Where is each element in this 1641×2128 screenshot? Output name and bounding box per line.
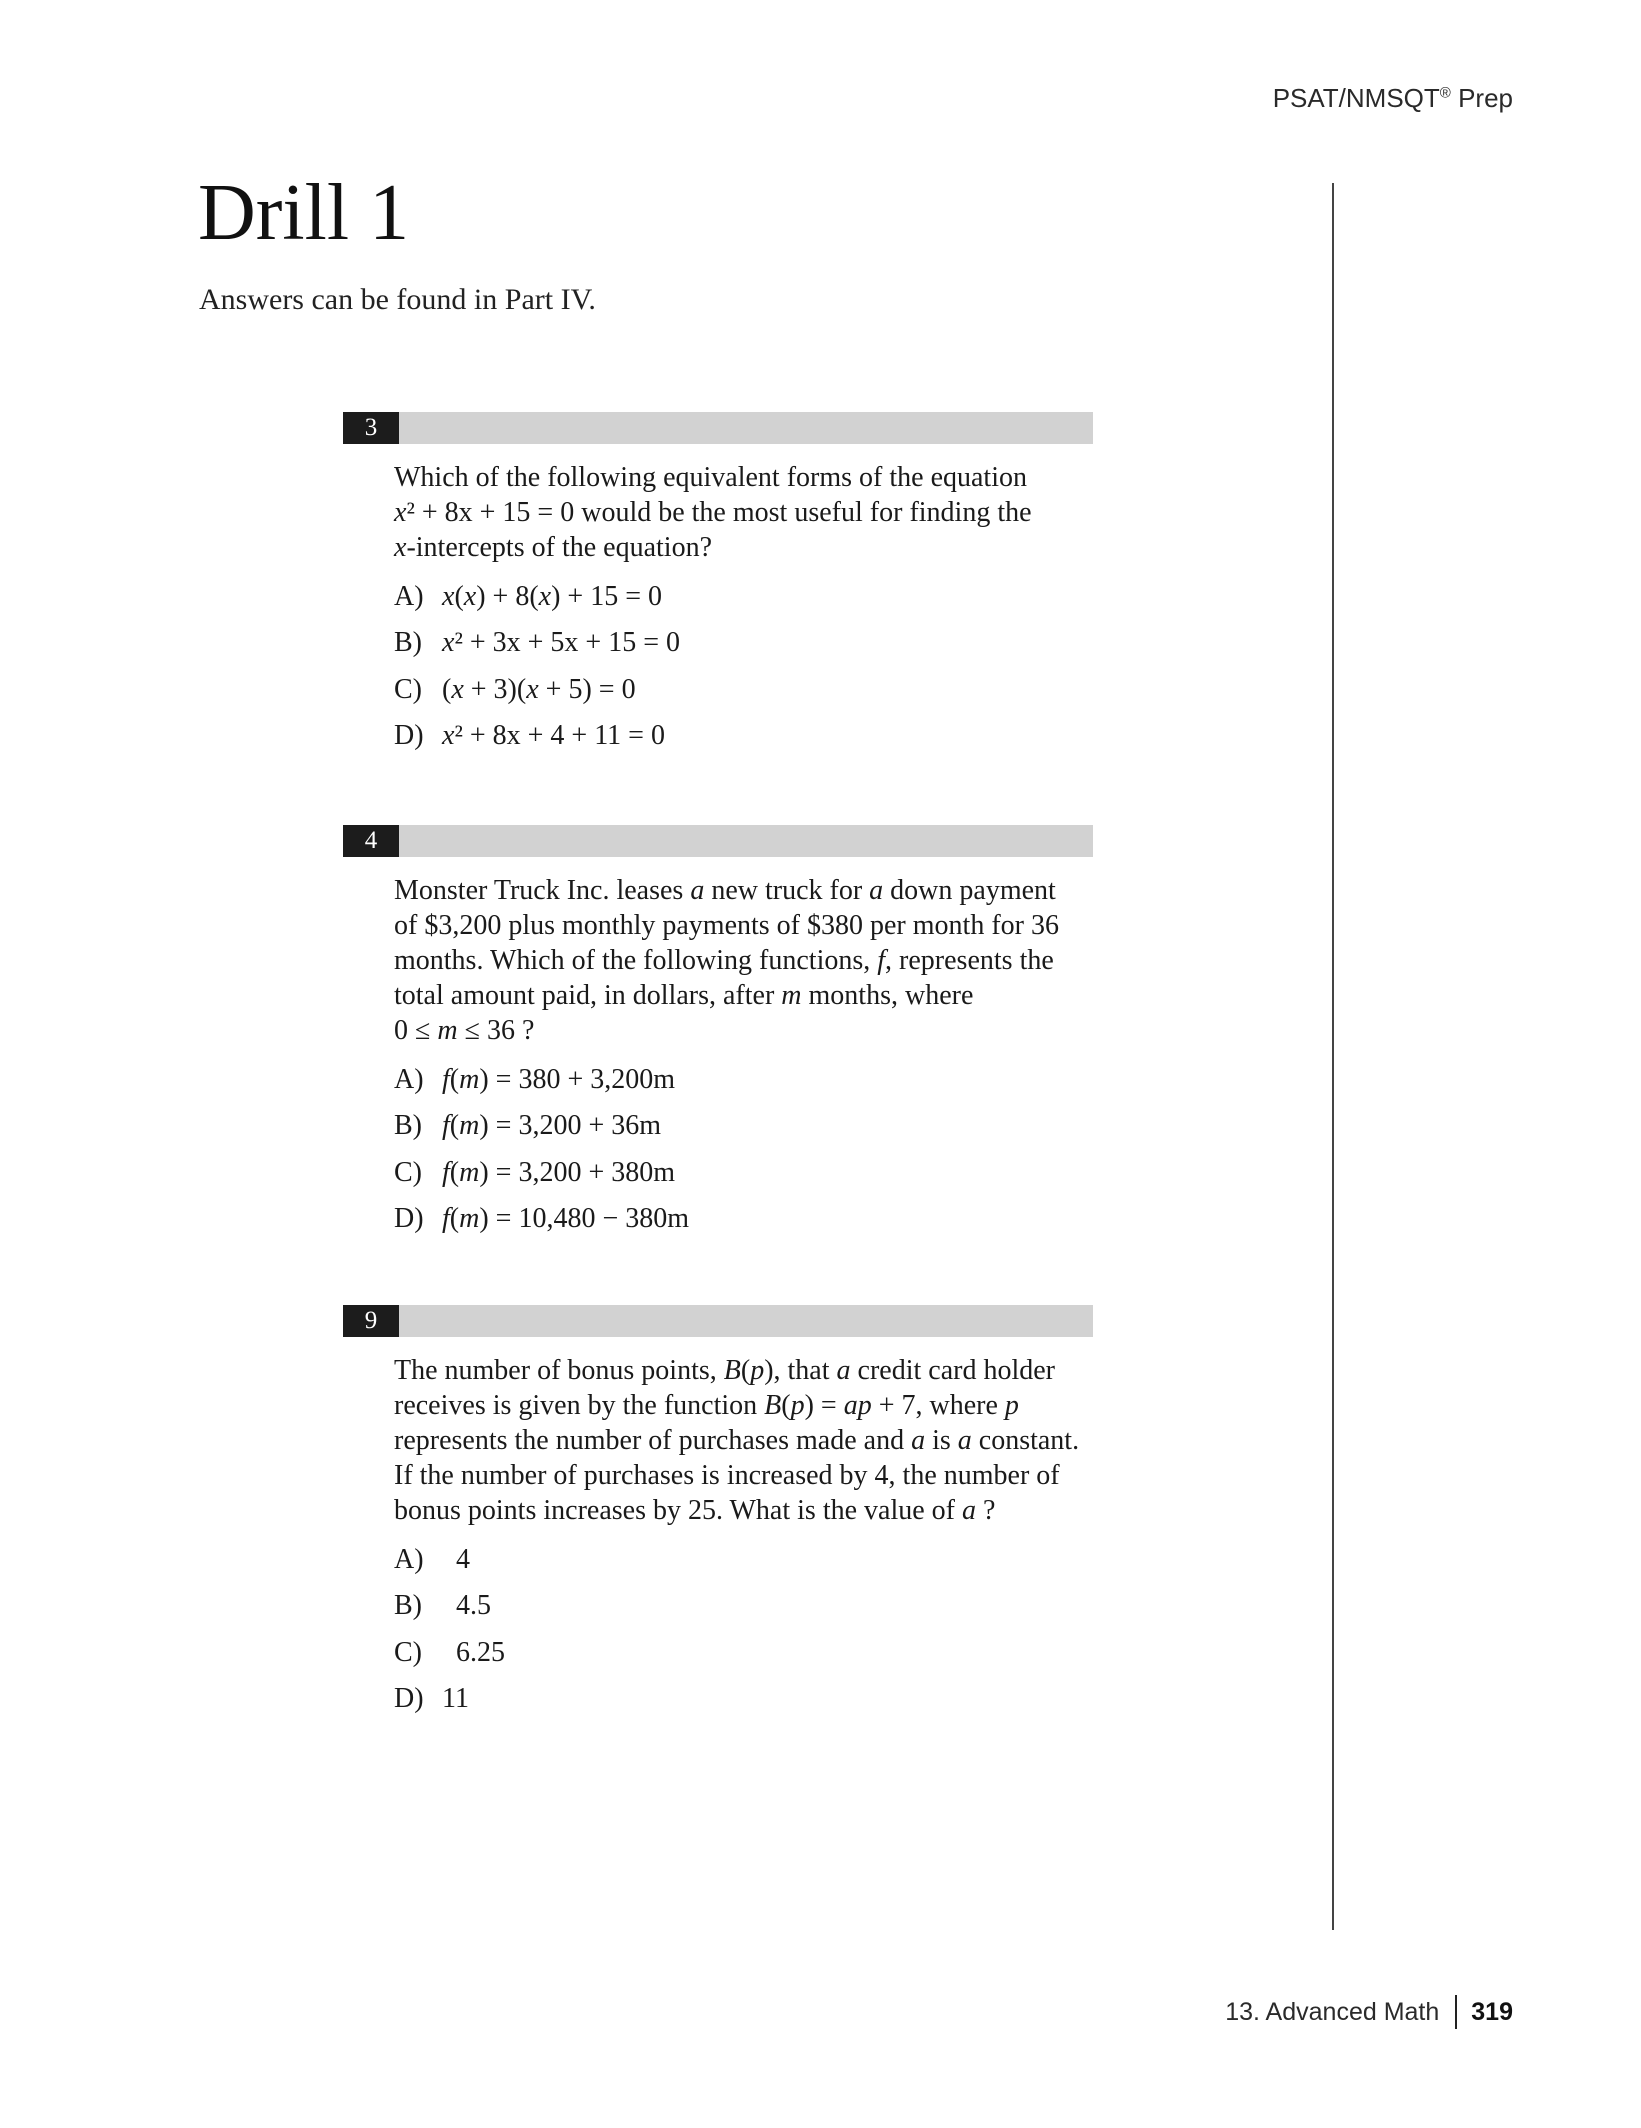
- question-bar: [343, 825, 1093, 857]
- stem-line: total amount paid, in dollars, after m months, where: [394, 980, 974, 1011]
- stem-line: of $3,200 plus monthly payments of $380 per month for 36: [394, 910, 1059, 941]
- choice-letter: A): [394, 580, 424, 612]
- choice-letter: A): [394, 1063, 424, 1095]
- choice-letter: D): [394, 1683, 424, 1715]
- choice-text: 6.25: [456, 1636, 505, 1668]
- drill-title: Drill 1: [198, 169, 410, 257]
- choice-text: 4.5: [456, 1590, 491, 1622]
- footer-divider: [1455, 1995, 1457, 2029]
- question-body: [394, 873, 1109, 1242]
- answer-choices: [394, 1536, 1109, 1722]
- question-number: 9: [343, 1305, 399, 1337]
- choice-text: x² + 3x + 5x + 15 = 0: [442, 627, 680, 659]
- choice-text: (x + 3)(x + 5) = 0: [442, 673, 636, 705]
- answer-choices: [394, 1056, 1109, 1242]
- choice-letter: B): [394, 627, 422, 659]
- choice-text: f(m) = 10,480 − 380m: [442, 1203, 690, 1235]
- stem-line: Monster Truck Inc. leases a new truck for a down payment: [394, 875, 1056, 906]
- stem-line: months. Which of the following functions, f, represents the: [394, 945, 1054, 976]
- choice-letter: B): [394, 1590, 422, 1622]
- stem-line: x-intercepts of the equation?: [394, 532, 713, 563]
- page-footer: [1225, 1995, 1513, 2029]
- choice-letter: C): [394, 1636, 422, 1668]
- running-header: [1273, 83, 1513, 114]
- answer-choice-b[interactable]: [394, 620, 1109, 667]
- answer-choice-c[interactable]: [394, 666, 1109, 713]
- choice-text: f(m) = 3,200 + 380m: [442, 1156, 676, 1188]
- question-stem: [394, 460, 1109, 565]
- question-3: [343, 412, 1093, 759]
- margin-divider: [1332, 183, 1334, 1930]
- question-number: 3: [343, 412, 399, 444]
- stem-line: x² + 8x + 15 = 0 would be the most useful for finding the: [394, 497, 1032, 528]
- choice-letter: C): [394, 673, 422, 705]
- drill-subtitle: Answers can be found in Part IV.: [199, 283, 596, 316]
- choice-text: f(m) = 380 + 3,200m: [442, 1063, 676, 1095]
- stem-line: 0 ≤ m ≤ 36 ?: [394, 1015, 535, 1046]
- question-body: [394, 1353, 1109, 1722]
- answer-choice-d[interactable]: [394, 713, 1109, 760]
- choice-text: f(m) = 3,200 + 36m: [442, 1110, 662, 1142]
- registered-mark: ®: [1439, 84, 1451, 102]
- answer-choice-d[interactable]: [394, 1196, 1109, 1243]
- choice-letter: C): [394, 1156, 422, 1188]
- page-number: 319: [1471, 1997, 1513, 2026]
- stem-line: receives is given by the function B(p) = ap + 7, where p: [394, 1390, 1019, 1421]
- answer-choice-c[interactable]: [394, 1149, 1109, 1196]
- answer-choice-c[interactable]: [394, 1629, 1109, 1676]
- choice-letter: A): [394, 1543, 424, 1575]
- choice-letter: D): [394, 720, 424, 752]
- choice-text: x(x) + 8(x) + 15 = 0: [442, 580, 662, 612]
- question-number: 4: [343, 825, 399, 857]
- answer-choice-a[interactable]: [394, 1536, 1109, 1583]
- choice-text: 4: [456, 1543, 470, 1575]
- question-body: [394, 460, 1109, 759]
- question-bar: [343, 412, 1093, 444]
- choice-text: x² + 8x + 4 + 11 = 0: [442, 720, 665, 752]
- stem-line: Which of the following equivalent forms of the equation: [394, 462, 1027, 493]
- running-title-suffix: Prep: [1450, 83, 1513, 113]
- stem-line: represents the number of purchases made and a is a constant.: [394, 1425, 1080, 1456]
- choice-text: 11: [442, 1683, 469, 1715]
- answer-choice-a[interactable]: [394, 1056, 1109, 1103]
- answer-choices: [394, 573, 1109, 759]
- question-9: [343, 1305, 1093, 1722]
- question-stem: [394, 1353, 1109, 1528]
- question-4: [343, 825, 1093, 1242]
- question-stem: [394, 873, 1109, 1048]
- stem-line: bonus points increases by 25. What is the value of a ?: [394, 1495, 996, 1526]
- choice-letter: D): [394, 1203, 424, 1235]
- answer-choice-b[interactable]: [394, 1103, 1109, 1150]
- answer-choice-a[interactable]: [394, 573, 1109, 620]
- running-title: PSAT/NMSQT: [1272, 83, 1440, 113]
- stem-line: The number of bonus points, B(p), that a credit card holder: [394, 1355, 1055, 1386]
- answer-choice-d[interactable]: [394, 1676, 1109, 1723]
- stem-line: If the number of purchases is increased by 4, the number of: [394, 1460, 1060, 1491]
- choice-letter: B): [394, 1110, 422, 1142]
- chapter-label: 13. Advanced Math: [1225, 1997, 1440, 2026]
- question-bar: [343, 1305, 1093, 1337]
- answer-choice-b[interactable]: [394, 1583, 1109, 1630]
